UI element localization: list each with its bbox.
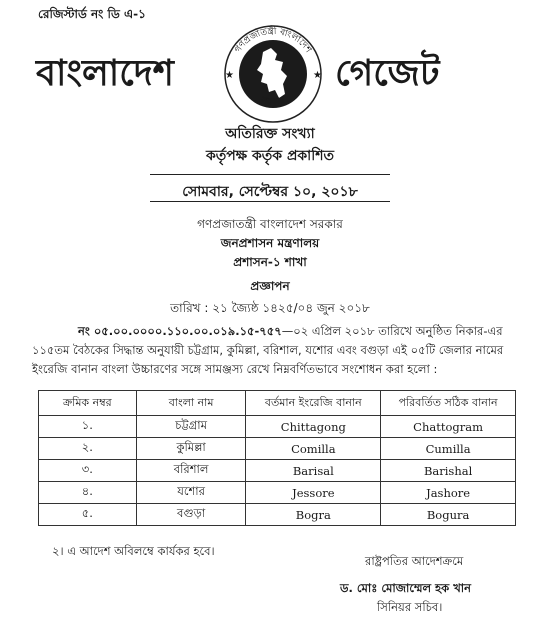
current-spelling-cell: Comilla bbox=[246, 438, 381, 460]
signer-designation: সিনিয়র সচিব। bbox=[377, 600, 443, 614]
current-spelling-cell: Barisal bbox=[246, 460, 381, 482]
seal-top-text: গণপ্রজাতন্ত্রী বাংলাদেশ bbox=[233, 26, 313, 55]
issue-date: সোমবার, সেপ্টেম্বর ১০, ২০১৮ bbox=[182, 184, 358, 200]
corrected-spelling-cell: Cumilla bbox=[381, 438, 516, 460]
serial-cell: ৪. bbox=[39, 482, 137, 504]
current-spelling-cell: Bogra bbox=[246, 504, 381, 526]
bangla-name-cell: বগুড়া bbox=[136, 504, 246, 526]
serial-cell: ৫. bbox=[39, 504, 137, 526]
bangla-name-cell: যশোর bbox=[136, 482, 246, 504]
seal-star-icon: ★ bbox=[313, 70, 322, 81]
notice-date: তারিখ : ২১ জ্যৈষ্ঠ ১৪২৫/০৪ জুন ২০১৮ bbox=[170, 301, 370, 315]
district-names-table bbox=[38, 390, 516, 526]
effect-note: ২। এ আদেশ অবিলম্বে কার্যকর হবে। bbox=[52, 544, 215, 558]
corrected-spelling-cell: Jashore bbox=[381, 482, 516, 504]
corrected-spelling-cell: Chattogram bbox=[381, 416, 516, 438]
serial-cell: ৩. bbox=[39, 460, 137, 482]
table-row bbox=[39, 482, 516, 504]
notice-line-2: ১১৫তম বৈঠকের সিদ্ধান্ত অনুযায়ী চট্টগ্রাম, কুমিল্লা, বরিশাল, যশোর এবং বগুড়া এই ০৫টি জেলার নামের bbox=[32, 343, 504, 357]
bangla-name-cell: চট্টগ্রাম bbox=[136, 416, 246, 438]
published-by-label: কর্তৃপক্ষ কর্তৃক প্রকাশিত bbox=[205, 148, 335, 164]
gazette-title-left: বাংলাদেশ bbox=[36, 53, 174, 94]
bangla-name-cell: কুমিল্লা bbox=[136, 438, 246, 460]
current-spelling-cell: Chittagong bbox=[246, 416, 381, 438]
table-row bbox=[39, 504, 516, 526]
table-row bbox=[39, 438, 516, 460]
registration-number: রেজিস্টার্ড নং ডি এ-১ bbox=[38, 7, 146, 21]
notice-heading: প্রজ্ঞাপন bbox=[250, 279, 290, 293]
government-name: গণপ্রজাতন্ত্রী বাংলাদেশ সরকার bbox=[197, 217, 343, 231]
divider-top bbox=[150, 174, 390, 175]
table-header-row bbox=[39, 391, 516, 416]
notice-body bbox=[32, 322, 510, 379]
serial-cell: ১. bbox=[39, 416, 137, 438]
header-serial: ক্রমিক নম্বর bbox=[39, 391, 137, 416]
corrected-spelling-cell: Bogura bbox=[381, 504, 516, 526]
table-row bbox=[39, 460, 516, 482]
reference-number: নং ০৫.০০.০০০০.১১০.০০.০১৯.১৫-৭৫৭ bbox=[78, 324, 282, 338]
serial-cell: ২. bbox=[39, 438, 137, 460]
seal-star-icon: ★ bbox=[225, 70, 234, 81]
signer-name: ড. মোঃ মোজাম্মেল হক খান bbox=[340, 581, 471, 595]
ministry-name: জনপ্রশাসন মন্ত্রণালয় bbox=[220, 236, 320, 250]
divider-bottom bbox=[150, 201, 390, 202]
bangla-name-cell: বরিশাল bbox=[136, 460, 246, 482]
header-current-spelling: বর্তমান ইংরেজি বানান bbox=[246, 391, 381, 416]
header-corrected-spelling: পরিবর্তিত সঠিক বানান bbox=[381, 391, 516, 416]
branch-name: প্রশাসন-১ শাখা bbox=[233, 255, 307, 269]
government-seal bbox=[211, 18, 335, 126]
notice-line-1: —০২ এপ্রিল ২০১৮ তারিখে অনুষ্ঠিত নিকার-এর bbox=[281, 324, 503, 338]
seal-bottom-text: সরকার bbox=[259, 95, 287, 108]
header-bangla-name: বাংলা নাম bbox=[136, 391, 246, 416]
by-order-label: রাষ্ট্রপতির আদেশক্রমে bbox=[365, 554, 464, 568]
extra-issue-label: অতিরিক্ত সংখ্যা bbox=[225, 126, 315, 142]
table-row bbox=[39, 416, 516, 438]
current-spelling-cell: Jessore bbox=[246, 482, 381, 504]
corrected-spelling-cell: Barishal bbox=[381, 460, 516, 482]
notice-line-3: ইংরেজি বানান বাংলা উচ্চারণের সঙ্গে সামঞ্জস্য রেখে নিম্নবর্ণিতভাবে সংশোধন করা হলো : bbox=[32, 362, 438, 376]
gazette-title-right: গেজেট bbox=[335, 53, 440, 94]
